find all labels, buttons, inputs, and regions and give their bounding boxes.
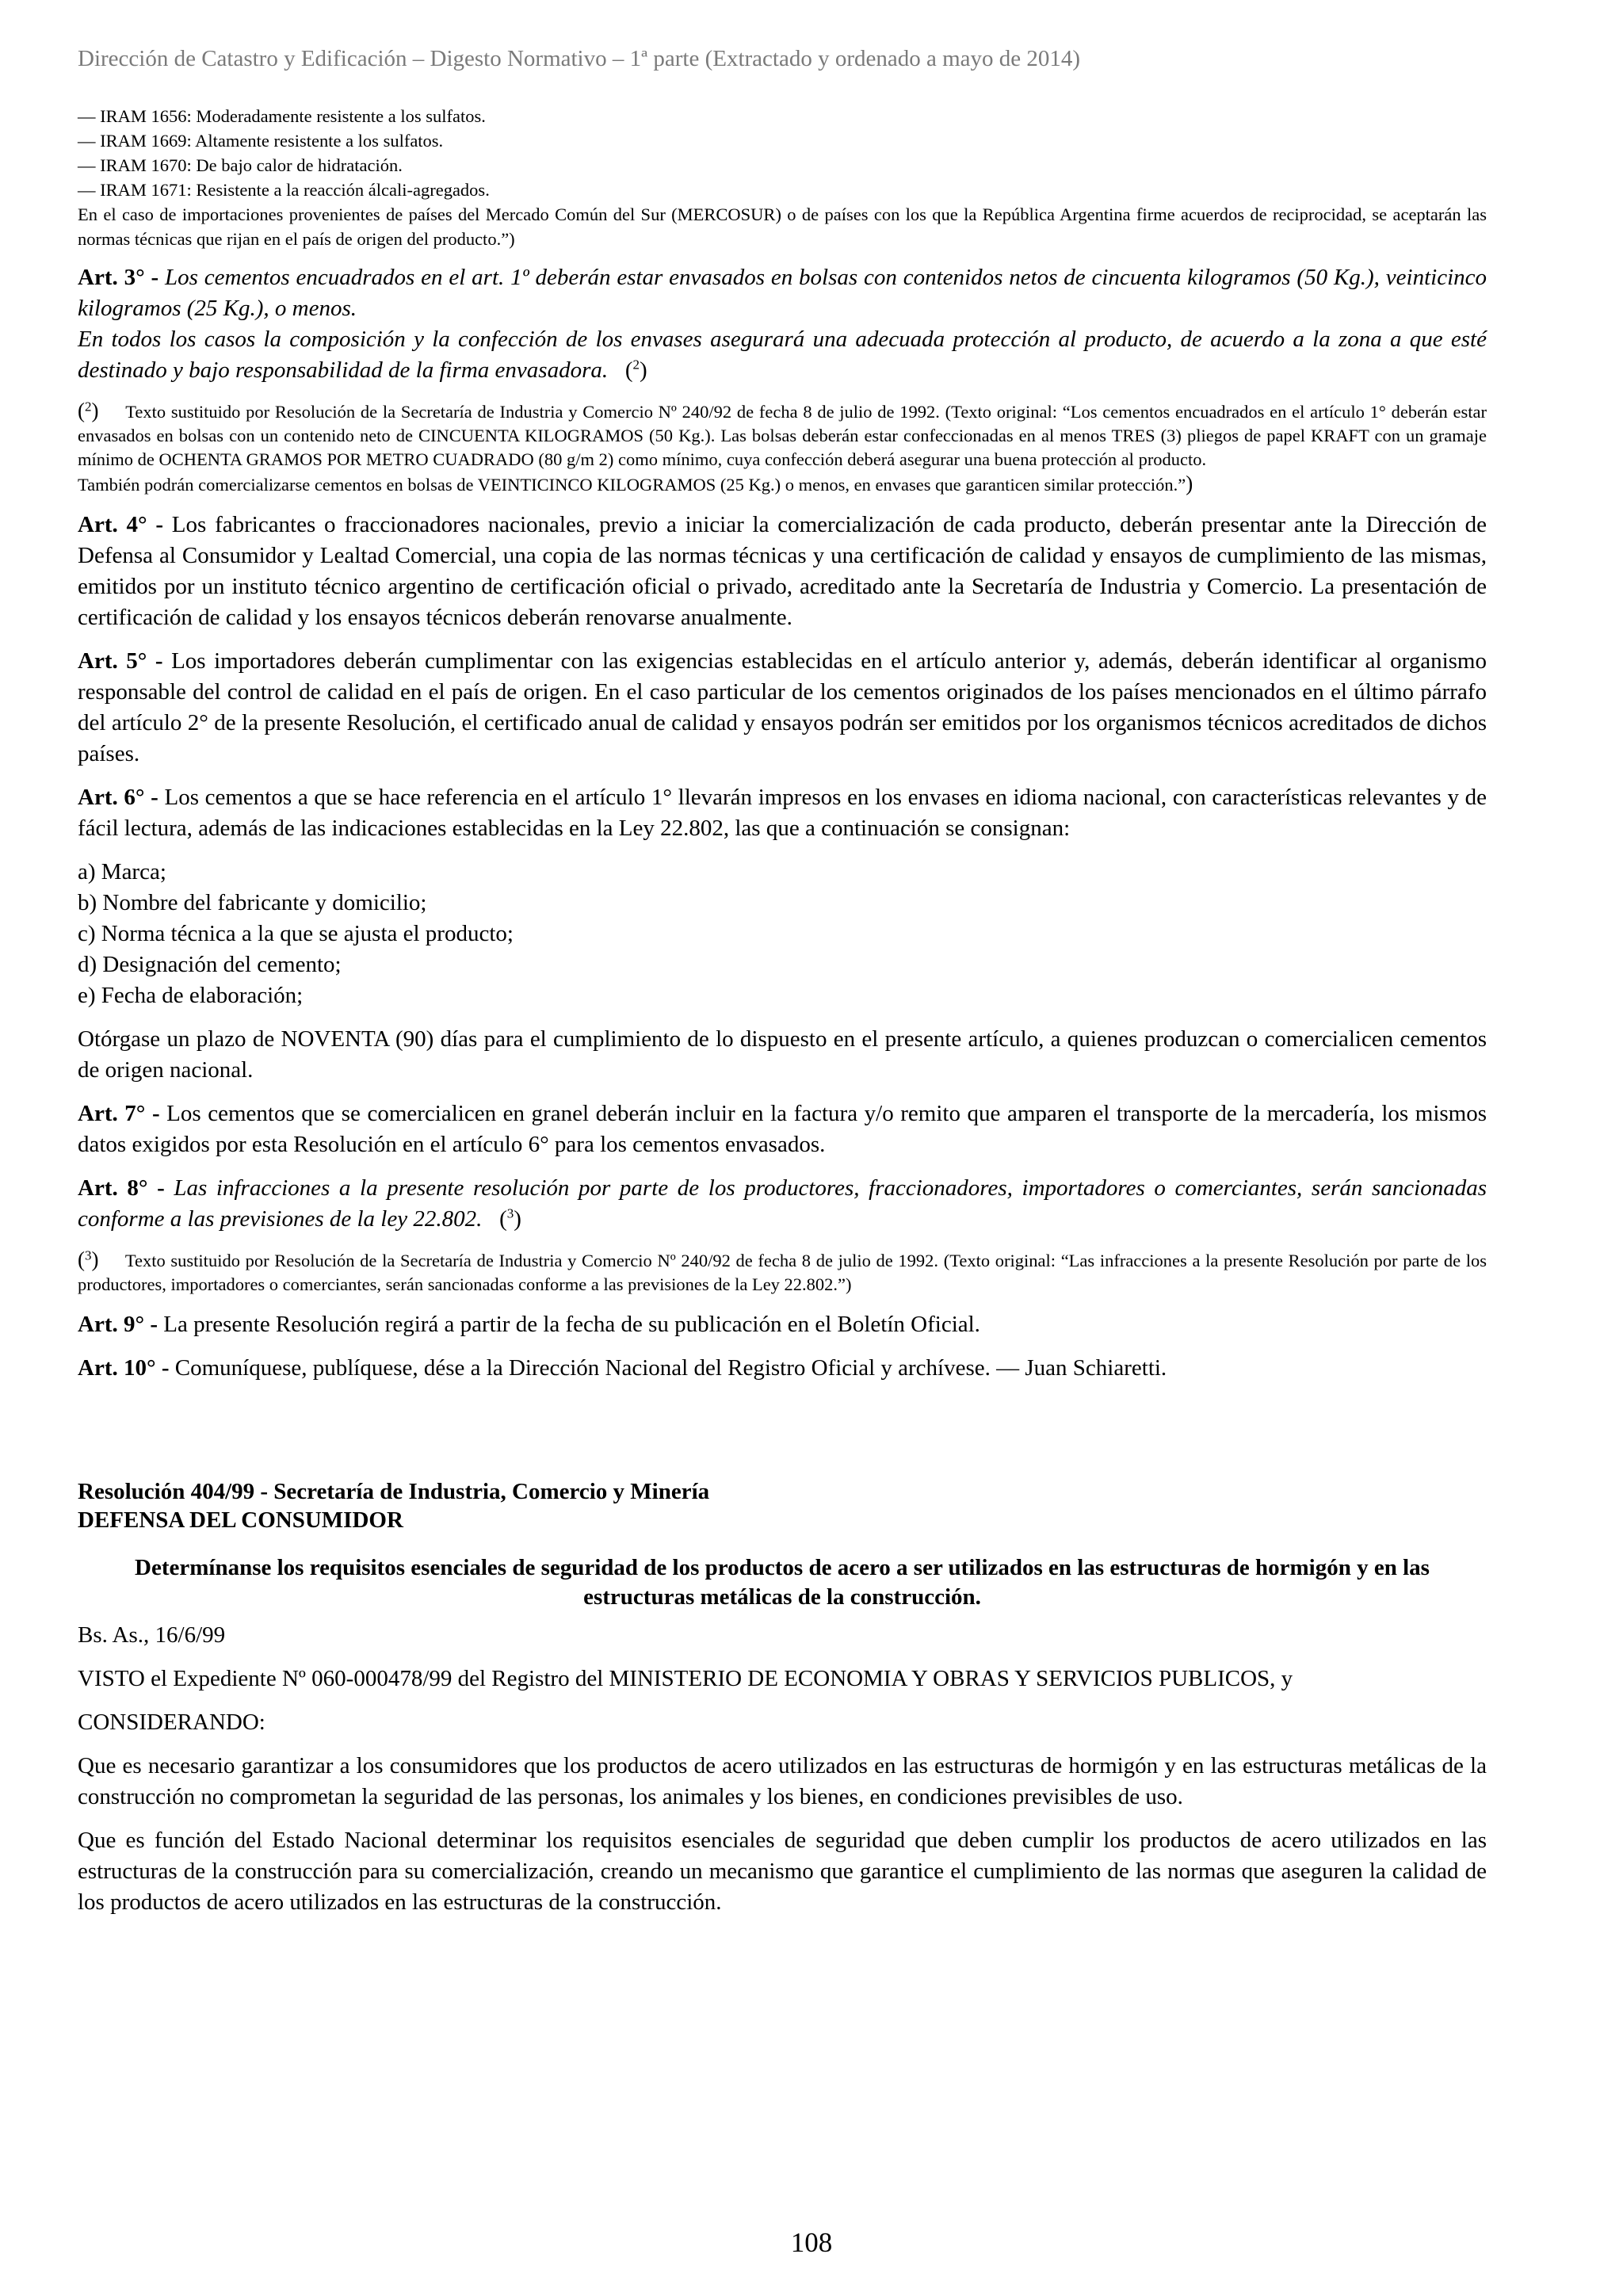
footnote-2-text-2: También podrán comercializarse cementos en bolsas de VEINTICINCO KILOGRAMOS (25 Kg.) o menos, en envases que garanticen similar protección.” <box>78 475 1186 495</box>
footnote-3-text: Texto sustituido por Resolución de la Secretaría de Industria y Comercio Nº 240/92 de fecha 8 de julio de 1992. (Texto original: “Las infracciones a la presente Resolución por parte de los productores, importadores o comerciantes, serán sancionadas conforme a las previsiones de la Ley 22.802.”) <box>78 1251 1487 1294</box>
article-3-text: Los cementos encuadrados en el art. 1º deberán estar envasados en bolsas con contenidos netos de cincuenta kilogramos (50 Kg.), veinticinco kilogramos (25 Kg.), o menos. <box>78 265 1487 321</box>
footnote-3-number: 3 <box>85 1247 92 1263</box>
footnote-ref-3: 3 <box>506 1205 514 1221</box>
resolution-paragraph: Que es necesario garantizar a los consumidores que los productos de acero utilizados en las estructuras de hormigón y en las estructuras metálicas de la construcción no comprometan la seguridad de las personas, los animales y los bienes, en condiciones previsibles de uso. <box>78 1753 1487 1809</box>
article-10-label: Art. 10° - <box>78 1355 170 1381</box>
list-item: c) Norma técnica a la que se ajusta el producto; <box>78 921 514 946</box>
list-item: a) Marca; <box>78 859 166 884</box>
iram-item: — IRAM 1669: Altamente resistente a los sulfatos. <box>78 131 444 151</box>
article-9 <box>78 1309 1487 1340</box>
footnote-2-close: ) <box>91 399 99 422</box>
footnote-ref-close: ) <box>640 357 647 383</box>
mercosur-paragraph: En el caso de importaciones provenientes de países del Mercado Común del Sur (MERCOSUR) o de países con los que la República Argentina firme acuerdos de reciprocidad, se aceptarán las normas técnicas que rijan en el país de origen del producto.”) <box>78 204 1487 249</box>
footnote-3 <box>78 1247 1487 1297</box>
footnote-2-number: 2 <box>85 399 92 415</box>
footnote-2 <box>78 399 1487 497</box>
page-header: Dirección de Catastro y Edificación – Digesto Normativo – 1ª parte (Extractado y ordenado a mayo de 2014) <box>78 46 1081 71</box>
article-8 <box>78 1173 1487 1235</box>
article-3-label: Art. 3° - <box>78 265 159 290</box>
article-10-text: Comuníquese, publíquese, dése a la Dirección Nacional del Registro Oficial y archívese. — Juan Schiaretti. <box>169 1355 1167 1381</box>
list-item: d) Designación del cemento; <box>78 952 342 977</box>
resolution-date: Bs. As., 16/6/99 <box>78 1622 226 1648</box>
resolution-title: Resolución 404/99 - Secretaría de Industria, Comercio y Minería <box>78 1479 710 1504</box>
iram-list <box>78 104 1487 202</box>
article-9-text: La presente Resolución regirá a partir de la fecha de su publicación en el Boletín Oficial. <box>157 1312 980 1337</box>
article-6 <box>78 782 1487 844</box>
article-3-text-2: En todos los casos la composición y la confección de los envases asegurará una adecuada protección al producto, de acuerdo a la zona a que esté destinado y bajo responsabilidad de la firma envasadora. <box>78 327 1487 383</box>
footnote-ref-open: ( <box>499 1206 507 1232</box>
footnote-ref-open: ( <box>624 357 633 383</box>
article-6-text: Los cementos a que se hace referencia en el artículo 1° llevarán impresos en los envases en idioma nacional, con características relevantes y de fácil lectura, además de las indicaciones establecidas en la Ley 22.802, las que a continuación se consignan: <box>78 785 1487 841</box>
iram-item: — IRAM 1670: De bajo calor de hidratación. <box>78 155 403 175</box>
article-7-label: Art. 7° - <box>78 1101 160 1126</box>
footnote-ref-2: 2 <box>632 357 640 372</box>
article-6-list <box>78 857 1487 1011</box>
footnote-2-text: Texto sustituido por Resolución de la Secretaría de Industria y Comercio Nº 240/92 de fecha 8 de julio de 1992. (Texto original: “Los cementos encuadrados en el artículo 1° deberán estar envasados en bolsas con un contenido neto de CINCUENTA KILOGRAMOS (50 Kg.). Las bolsas deberán estar confeccionadas en al menos TRES (3) pliegos de papel KRAFT con un gramaje mínimo de OCHENTA GRAMOS POR METRO CUADRADO (80 g/m 2) como mínimo, cuya confección deberá asegurar una buena protección al producto. <box>78 402 1487 469</box>
footnote-2-open: ( <box>78 399 85 422</box>
resolution-paragraph: Que es función del Estado Nacional determinar los requisitos esenciales de seguridad que deben cumplir los productos de acero utilizados en las estructuras de la construcción para su comercialización, creando un mecanismo que garantice el cumplimiento de las normas que aseguren la calidad de los productos de acero utilizados en las estructuras de la construcción. <box>78 1828 1487 1915</box>
resolution-heading <box>78 1477 1487 1534</box>
resolution-considerando: CONSIDERANDO: <box>78 1710 265 1735</box>
article-8-text: Las infracciones a la presente resolución por parte de los productores, fraccionadores, importadores o comerciantes, serán sancionadas conforme a las previsiones de la ley 22.802. <box>78 1175 1487 1232</box>
article-3 <box>78 262 1487 324</box>
article-5-label: Art. 5° - <box>78 648 163 674</box>
article-3-continuation <box>78 324 1487 386</box>
footnote-ref-close: ) <box>514 1206 521 1232</box>
list-item: b) Nombre del fabricante y domicilio; <box>78 890 427 915</box>
article-5-text: Los importadores deberán cumplimentar con las exigencias establecidas en el artículo anterior y, además, deberán identificar al organismo responsable del control de calidad en el país de origen. En el caso particular de los cementos originados de los países mencionados en el último párrafo del artículo 2° de la presente Resolución, el certificado anual de calidad y ensayos podrán ser emitidos por los organismos técnicos acreditados de dichos países. <box>78 648 1487 766</box>
list-item: e) Fecha de elaboración; <box>78 983 304 1008</box>
article-6-closing: Otórgase un plazo de NOVENTA (90) días para el cumplimiento de lo dispuesto en el presente artículo, a quienes produzcan o comercialicen cementos de origen nacional. <box>78 1026 1487 1083</box>
page-number: 108 <box>790 2227 833 2258</box>
resolution-description: Determínanse los requisitos esenciales de seguridad de los productos de acero a ser utilizados en las estructuras de hormigón y en las estructuras metálicas de la construcción. <box>135 1555 1430 1610</box>
resolution-subtitle: DEFENSA DEL CONSUMIDOR <box>78 1507 403 1533</box>
article-4-text: Los fabricantes o fraccionadores nacionales, previo a iniciar la comercialización de cada producto, deberán presentar ante la Dirección de Defensa al Consumidor y Lealtad Comercial, una copia de las normas técnicas y una certificación de calidad y ensayos de cumplimiento de las mismas, emitidos por un instituto técnico argentino de certificación oficial o privado, acreditado ante la Secretaría de Industria y Comercio. La presentación de certificación de calidad y los ensayos técnicos deberán renovarse anualmente. <box>78 512 1487 630</box>
footnote-2-close-2: ) <box>1186 472 1193 495</box>
iram-item: — IRAM 1656: Moderadamente resistente a los sulfatos. <box>78 106 486 126</box>
article-6-label: Art. 6° - <box>78 785 158 810</box>
article-10 <box>78 1353 1487 1384</box>
footnote-3-close: ) <box>91 1247 99 1271</box>
article-9-label: Art. 9° - <box>78 1312 158 1337</box>
article-8-label: Art. 8° - <box>78 1175 165 1201</box>
footnote-3-open: ( <box>78 1247 85 1271</box>
article-7-text: Los cementos que se comercialicen en granel deberán incluir en la factura y/o remito que amparen el transporte de la mercadería, los mismos datos exigidos por esta Resolución en el artículo 6° para los cementos envasados. <box>78 1101 1487 1157</box>
article-7 <box>78 1098 1487 1160</box>
article-5 <box>78 646 1487 770</box>
resolution-visto: VISTO el Expediente Nº 060-000478/99 del Registro del MINISTERIO DE ECONOMIA Y OBRAS Y SERVICIOS PUBLICOS, y <box>78 1666 1293 1691</box>
article-4 <box>78 510 1487 633</box>
iram-item: — IRAM 1671: Resistente a la reacción álcali-agregados. <box>78 180 490 200</box>
article-4-label: Art. 4° - <box>78 512 164 537</box>
